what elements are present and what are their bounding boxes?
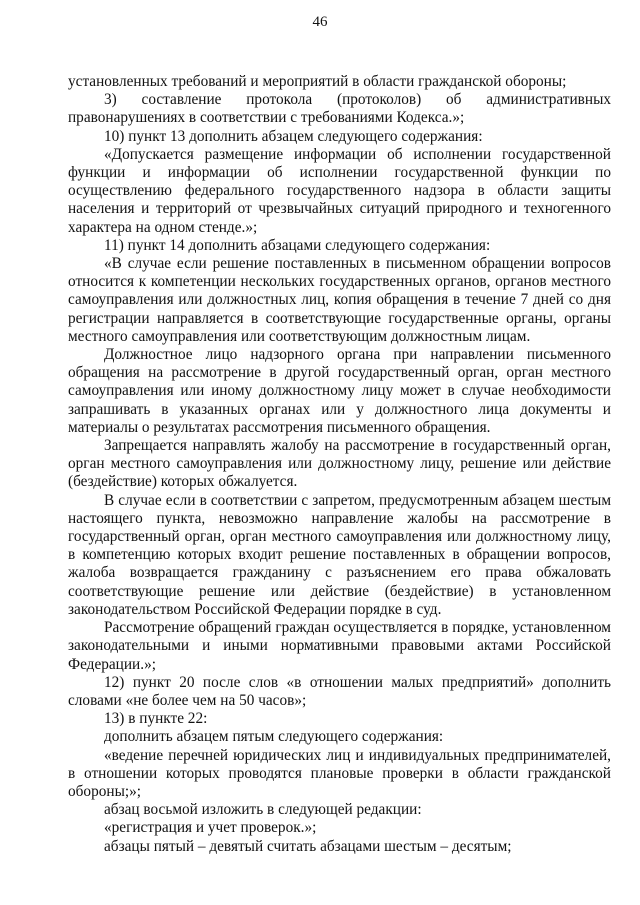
paragraph-quote-competence: «В случае если решение поставленных в письменном обращении вопросов относится к компетенции нескольких государственных органов, органов местного самоуправления или должностных лиц, копия обращения в течение 7 дней со дня регистрации направляется в соответствующие государственные органы, органы местного самоуправления или соответствующим должностным лицам. [68, 255, 611, 345]
paragraph-complaint-return: В случае если в соответствии с запретом, предусмотренным абзацем шестым настоящего пункта, невозможно направление жалобы на рассмотрение в государственный орган, орган местного самоуправления или должностному лицу, в компетенцию которых входит решение поставленных в обращении вопросов, жалоба возвращается гражданину с разъяснением его права обжаловать соответствующие решение или действие (бездействие) в установленном законодательством Российской Федерации порядке в суд. [68, 491, 611, 618]
paragraph-complaint-prohibition: Запрещается направлять жалобу на рассмотрение в государственный орган, орган местного самоуправления или должностному лицу, решение или действие (бездействие) которых обжалуется. [68, 437, 611, 491]
paragraph-appeals-review: Рассмотрение обращений граждан осуществляется в порядке, установленном законодательными и иными нормативными правовыми актами Российской Федерации.»; [68, 619, 611, 673]
paragraph-item-3: 3) составление протокола (протоколов) об административных правонарушениях в соответствии с требованиями Кодекса.»; [68, 91, 611, 127]
page-number: 46 [312, 14, 328, 30]
paragraph-item-13: 13) в пункте 22: [104, 710, 208, 728]
paragraph-quote-registration: «регистрация и учет проверок.»; [104, 819, 317, 837]
paragraph-quote-stand: «Допускается размещение информации об исполнении государственной функции и информации об исполнении государственной функции по осуществлению федерального государственного надзора в области защиты населения и территорий от чрезвычайных ситуаций природного и техногенного характера на одном стенде.»; [68, 145, 611, 236]
paragraph-renumbering: абзацы пятый – девятый считать абзацами шестым – десятым; [104, 837, 512, 855]
paragraph-item-12: 12) пункт 20 после слов «в отношении малых предприятий» дополнить словами «не более чем на 50 часов»; [68, 673, 611, 709]
paragraph-official-forwarding: Должностное лицо надзорного органа при направлении письменного обращения на рассмотрение в другой государственный орган, орган местного самоуправления или иному должностному лицу может в случае необходимости запрашивать в указанных органах или у должностного лица документы и материалы о результатах рассмотрения письменного обращения. [68, 346, 611, 436]
paragraph-eighth-revision: абзац восьмой изложить в следующей редакции: [104, 801, 422, 819]
paragraph-item-10: 10) пункт 13 дополнить абзацем следующего содержания: [104, 127, 483, 145]
document-body [68, 73, 611, 856]
paragraph-add-fifth: дополнить абзацем пятым следующего содержания: [104, 728, 444, 746]
paragraph-quote-lists: «ведение перечней юридических лиц и индивидуальных предпринимателей, в отношении которых проводятся плановые проверки в области гражданской обороны;»; [68, 746, 611, 800]
paragraph-item-11: 11) пункт 14 дополнить абзацами следующего содержания: [104, 236, 491, 254]
paragraph-continuation: установленных требований и мероприятий в области гражданской обороны; [68, 73, 567, 90]
